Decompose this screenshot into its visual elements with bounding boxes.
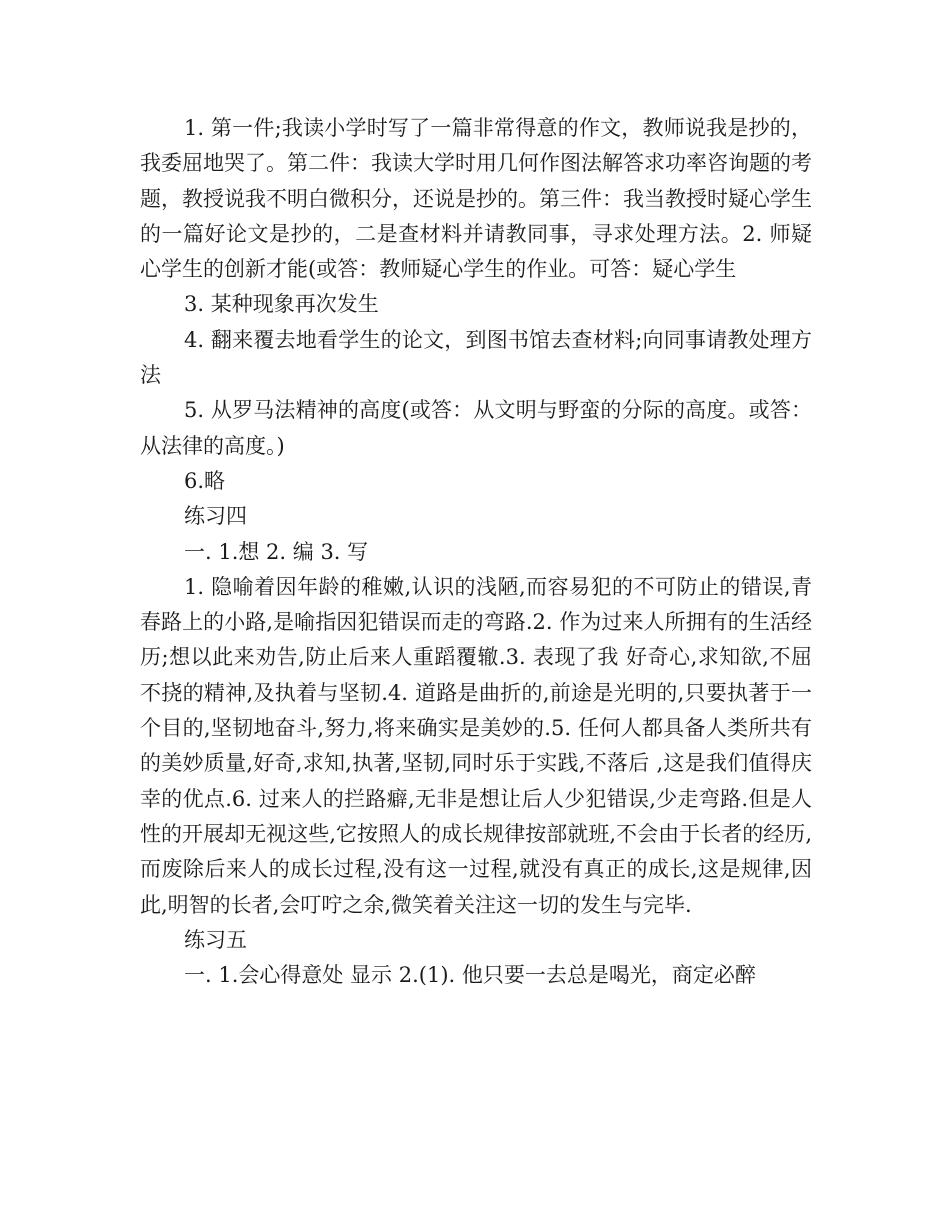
section-heading-exercise-4: 练习四 <box>184 504 247 529</box>
document-body <box>140 111 812 993</box>
answer-paragraph-4: 4. 翻来覆去地看学生的论文，到图书馆去查材料;向同事请教处理方法 <box>140 327 812 388</box>
exercise-4-answers: 1. 隐喻着因年龄的稚嫩,认识的浅陋,而容易犯的不可防止的错误,青春路上的小路,是喻指因犯错误而走的弯路.2. 作为过来人所拥有的生活经历;想以此来劝告,防止后来人重蹈覆辙.3. 表现了我 好奇心,求知欲,不屈不挠的精神,及执着与坚韧.4. 道路是曲折的,前途是光明的,只要执著于一个目的,坚韧地奋斗,努力,将来确实是美妙的.5. 任何人都具备人类所共有的美妙质量,好奇,求知,执著,坚韧,同时乐于实践,不落后 ,这是我们值得庆幸的优点.6. 过来人的拦路癖,无非是想让后人少犯错误,少走弯路.但是人性的开展却无视这些,它按照人的成长规律按部就班,不会由于长者的经历,而废除后来人的成长过程,没有这一过程,就没有真正的成长,这是规律,因此,明智的长者,会叮咛之余,微笑着关注这一切的发生与完毕. <box>140 574 812 917</box>
answer-paragraph-5: 5. 从罗马法精神的高度(或答：从文明与野蛮的分际的高度。或答：从法律的高度。) <box>140 398 812 458</box>
answer-paragraph-6: 6.略 <box>184 468 226 493</box>
exercise-5-part-1: 一. 1.会心得意处 显示 2.(1). 他只要一去总是喝光，商定必醉 <box>184 963 756 988</box>
section-heading-exercise-5: 练习五 <box>184 927 247 952</box>
exercise-4-part-1: 一. 1.想 2. 编 3. 写 <box>184 539 369 564</box>
answer-paragraph-1: 1. 第一件;我读小学时写了一篇非常得意的作文，教师说我是抄的，我委屈地哭了。第二件：我读大学时用几何作图法解答求功率咨询题的考题，教授说我不明白微积分，还说是抄的。第三件：我当教授时疑心学生的一篇好论文是抄的，二是查材料并请教同事，寻求处理方法。2. 师疑心学生的创新才能(或答：教师疑心学生的作业。可答：疑心学生 <box>140 116 812 282</box>
answer-paragraph-3: 3. 某种现象再次发生 <box>184 292 379 317</box>
